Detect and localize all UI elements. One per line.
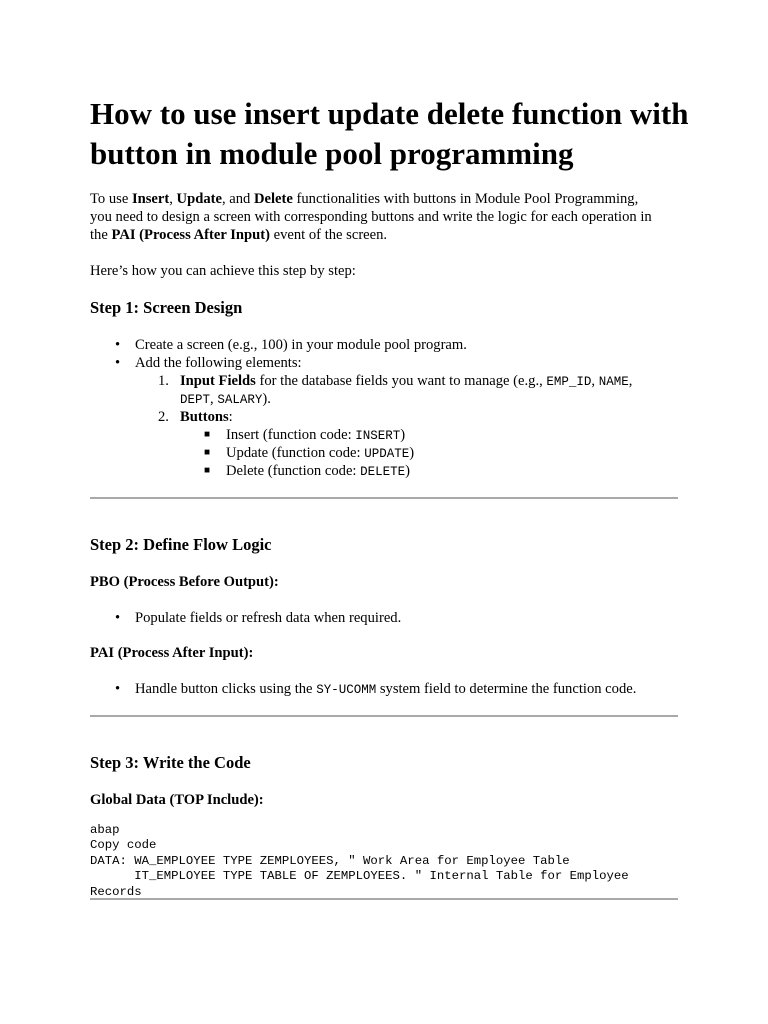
bullet-dot: • <box>115 337 121 353</box>
list-item: Handle button clicks using the SY-UCOMM system field to determine the function code. <box>135 681 637 697</box>
heres-paragraph: Here’s how you can achieve this step by step: <box>90 263 356 279</box>
square-bullet: ■ <box>204 465 211 476</box>
list-item-insert: Insert (function code: INSERT) <box>226 427 406 443</box>
step3-heading: Step 3: Write the Code <box>90 753 251 772</box>
pai-term: PAI (Process After Input) <box>111 227 270 243</box>
list-item-input-fields: Input Fields for the database fields you want to manage (e.g., EMP_ID, NAME, <box>180 373 633 389</box>
global-data-heading: Global Data (TOP Include): <box>90 792 264 808</box>
horizontal-rule <box>90 715 678 717</box>
update-term: Update <box>176 191 222 207</box>
list-number: 2. <box>158 409 169 425</box>
bullet-dot: • <box>115 355 121 371</box>
list-number: 1. <box>158 373 169 389</box>
list-item-buttons: Buttons: <box>180 409 233 425</box>
delete-term: Delete <box>253 191 293 207</box>
bullet-dot: • <box>115 610 121 626</box>
intro-paragraph: To use Insert, Update, and Delete functionalities with buttons in Module Pool Programming, you need to design a screen with corresponding buttons and write the logic for each operation in the PAI (Process After Input) event of the screen. <box>90 191 652 243</box>
list-item: Add the following elements: <box>135 355 302 371</box>
step2-heading: Step 2: Define Flow Logic <box>90 535 272 554</box>
step1-heading: Step 1: Screen Design <box>90 298 243 317</box>
square-bullet: ■ <box>204 429 211 440</box>
list-item-delete: Delete (function code: DELETE) <box>226 463 411 479</box>
insert-term: Insert <box>131 191 170 207</box>
list-item-update: Update (function code: UPDATE) <box>226 445 415 461</box>
list-item: Populate fields or refresh data when required. <box>135 610 402 626</box>
page-title: How to use insert update delete function with button in module pool programming <box>90 96 689 171</box>
square-bullet: ■ <box>204 447 211 458</box>
pai-heading: PAI (Process After Input): <box>90 645 254 661</box>
horizontal-rule <box>90 497 678 499</box>
pbo-heading: PBO (Process Before Output): <box>90 574 279 590</box>
bullet-dot: • <box>115 681 121 697</box>
list-item-input-fields-cont: DEPT, SALARY). <box>180 391 271 407</box>
code-block: abap Copy code DATA: WA_EMPLOYEE TYPE ZEMPLOYEES, " Work Area for Employee Table IT_EMPLOYEE TYPE TABLE OF ZEMPLOYEES. " Internal Table for Employee Records <box>90 823 629 899</box>
list-item: Create a screen (e.g., 100) in your module pool program. <box>135 337 467 353</box>
horizontal-rule <box>90 898 678 900</box>
